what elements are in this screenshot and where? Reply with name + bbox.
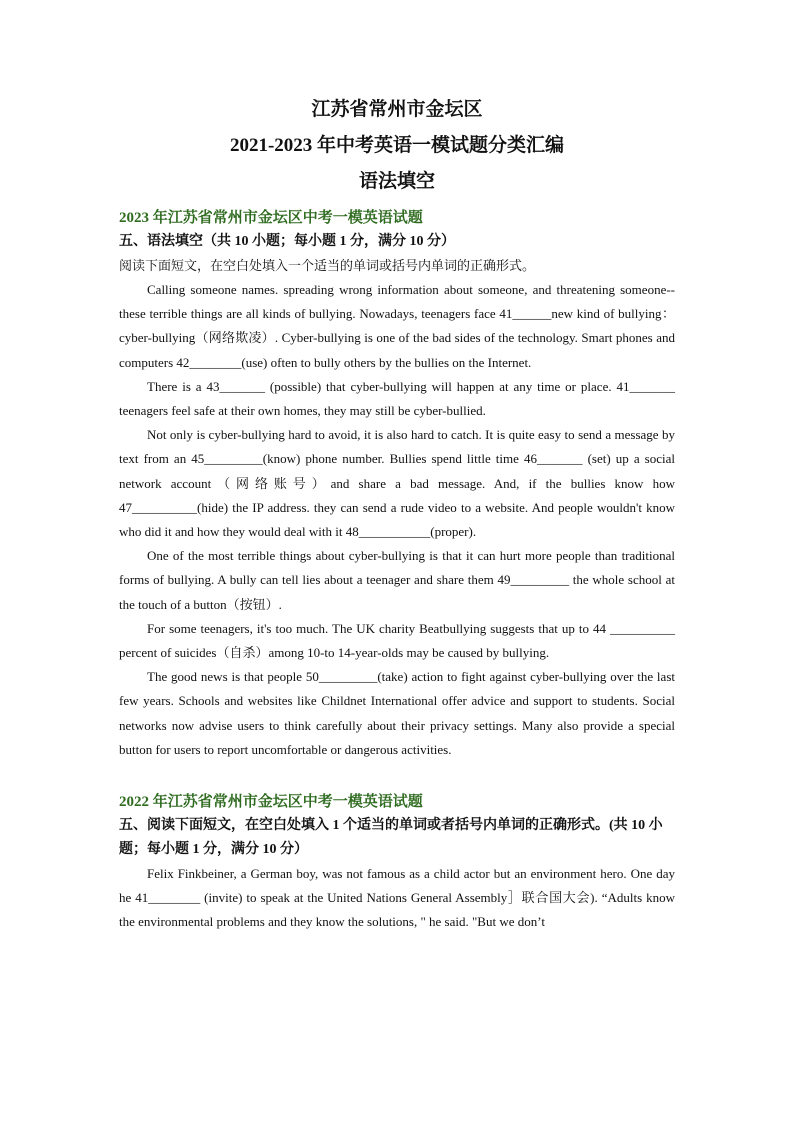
question-heading-2022: 五、阅读下面短文，在空白处填入 1 个适当的单词或者括号内单词的正确形式。(共 10 小题；每小题 1 分，满分 10 分） [119, 818, 663, 858]
document-title-topic: 语法填空 [358, 171, 435, 192]
document-page [119, 92, 675, 935]
passage-paragraph: One of the most terrible things about cyber-bullying is that it can hurt more people than traditional forms of bullying. A bully can tell lies about a teenager and share them 49_________ the whole school at the touch of a button（按钮）. [119, 548, 675, 612]
section-spacer [119, 762, 675, 790]
passage-paragraph: There is a 43_______ (possible) that cyber-bullying will happen at any time or place. 41_______ teenagers feel safe at their own homes, they may still be cyber-bullied. [119, 378, 675, 419]
section-heading-2023: 2023 年江苏省常州市金坛区中考一模英语试题 [119, 210, 423, 226]
section-heading-2022: 2022 年江苏省常州市金坛区中考一模英语试题 [119, 794, 423, 811]
passage-paragraph: Felix Finkbeiner, a German boy, was not famous as a child actor but an environment hero. One day he 41________ (invite) to speak at the United Nations General Assembly］联合国大会). “Adults know the environmental problems and they know the solutions, " he said. "But we don’t [119, 866, 675, 930]
instruction-2023: 阅读下面短文，在空白处填入一个适当的单词或括号内单词的正确形式。 [119, 258, 536, 273]
document-title-region: 江苏省常州市金坛区 [311, 99, 483, 120]
passage-paragraph: Calling someone names. spreading wrong information about someone, and threatening someone--these terrible things are all kinds of bullying. Nowadays, teenagers face 41______new kind of bullying：cyber-bullying（网络欺凌）. Cyber-bullying is one of the bad sides of the technology. Smart phones and computers 42________(use) often to bully others by the bullies on the Internet. [119, 282, 675, 370]
document-title-years: 2021-2023 年中考英语一模试题分类汇编 [229, 135, 565, 156]
passage-paragraph: Not only is cyber-bullying hard to avoid, it is also hard to catch. It is quite easy to send a message by text from an 45_________(know) phone number. Bullies spend little time 46_______ (set) up a social network account（网络账号）and share a bad message. And, if the bullies know how 47__________(hide) the IP address. they can send a rude video to a website. And people wouldn't know who did it and how they would deal with it 48___________(proper). [119, 427, 675, 540]
question-heading-2023: 五、语法填空（共 10 小题；每小题 1 分，满分 10 分） [119, 234, 455, 249]
passage-paragraph: The good news is that people 50_________(take) action to fight against cyber-bullying over the last few years. Schools and websites like Childnet International offer advice and support to students. Social networks now advise users to think carefully about their privacy settings. Many also provide a special button for users to report uncomfortable or dangerous activities. [119, 669, 675, 757]
passage-paragraph: For some teenagers, it's too much. The UK charity Beatbullying suggests that up to 44 __________ percent of suicides（自杀）among 10-to 14-year-olds may be caused by bullying. [119, 620, 675, 661]
